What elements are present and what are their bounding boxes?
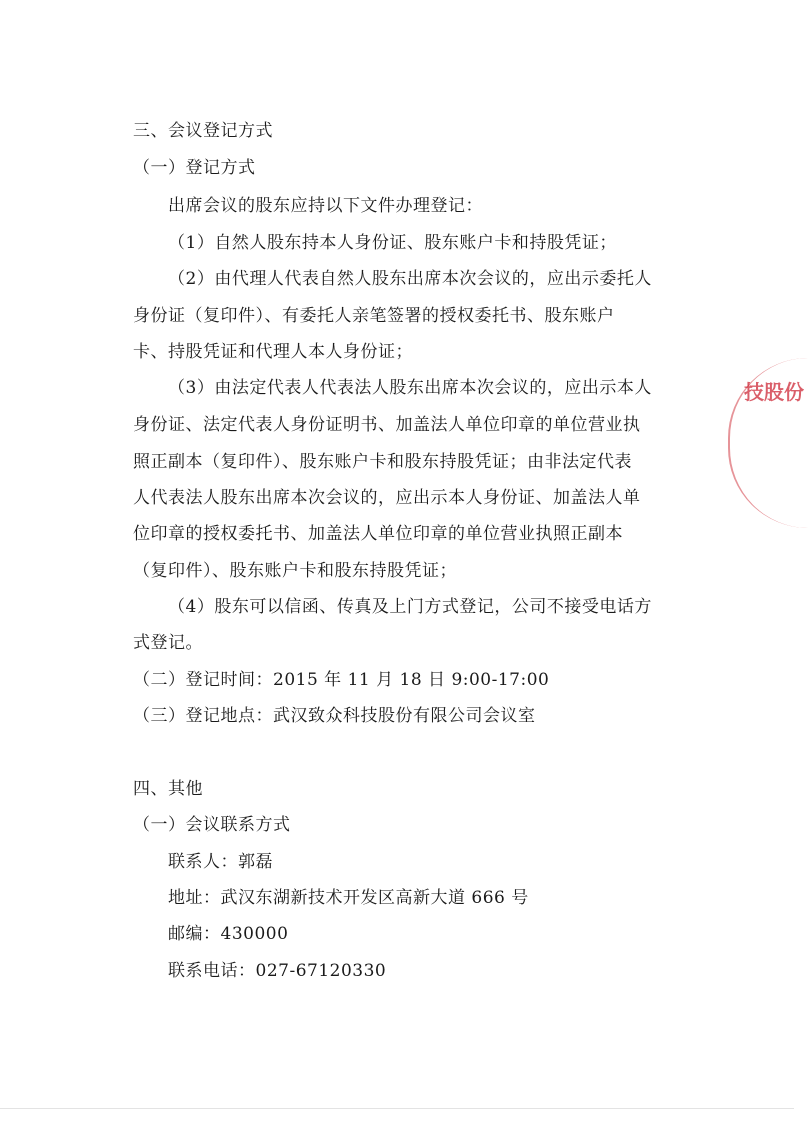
registration-item-3-line-5: 位印章的授权委托书、加盖法人单位印章的单位营业执照正副本 — [133, 524, 623, 544]
registration-item-1: （1）自然人股东持本人身份证、股东账户卡和持股凭证； — [168, 233, 617, 253]
company-seal-text: 技股份 — [744, 380, 804, 404]
contact-info-subheading: （一）会议联系方式 — [133, 815, 291, 835]
contact-phone: 联系电话：027-67120330 — [168, 961, 387, 981]
registration-item-3-line-2: 身份证、法定代表人身份证明书、加盖法人单位印章的单位营业执 — [133, 415, 641, 435]
registration-intro: 出席会议的股东应持以下文件办理登记： — [168, 196, 483, 216]
registration-time: （二）登记时间：2015 年 11 月 18 日 9:00-17:00 — [133, 670, 550, 690]
contact-person: 联系人：郭磊 — [168, 852, 273, 872]
registration-item-2-line-1: （2）由代理人代表自然人股东出席本次会议的，应出示委托人 — [168, 269, 652, 289]
registration-location: （三）登记地点：武汉致众科技股份有限公司会议室 — [133, 706, 536, 726]
registration-method-subheading: （一）登记方式 — [133, 158, 256, 178]
contact-address: 地址：武汉东湖新技术开发区高新大道 666 号 — [168, 888, 529, 908]
registration-item-3-line-1: （3）由法定代表人代表法人股东出席本次会议的，应出示本人 — [168, 378, 652, 398]
registration-item-3-line-6: （复印件）、股东账户卡和股东持股凭证； — [133, 561, 457, 581]
registration-item-4-line-2: 式登记。 — [133, 633, 203, 653]
registration-item-3-line-3: 照正副本（复印件）、股东账户卡和股东持股凭证；由非法定代表 — [133, 452, 632, 472]
company-seal — [728, 358, 810, 528]
page-bottom-rule — [0, 1108, 794, 1109]
registration-item-2-line-2: 身份证（复印件）、有委托人亲笔签署的授权委托书、股东账户 — [133, 306, 615, 326]
section3-heading: 三、会议登记方式 — [133, 121, 273, 141]
registration-item-2-line-3: 卡、持股凭证和代理人本人身份证； — [133, 342, 413, 362]
contact-postcode: 邮编：430000 — [168, 924, 289, 944]
registration-item-4-line-1: （4）股东可以信函、传真及上门方式登记，公司不接受电话方 — [168, 597, 652, 617]
registration-item-3-line-4: 人代表法人股东出席本次会议的，应出示本人身份证、加盖法人单 — [133, 488, 641, 508]
section4-heading: 四、其他 — [133, 779, 203, 799]
